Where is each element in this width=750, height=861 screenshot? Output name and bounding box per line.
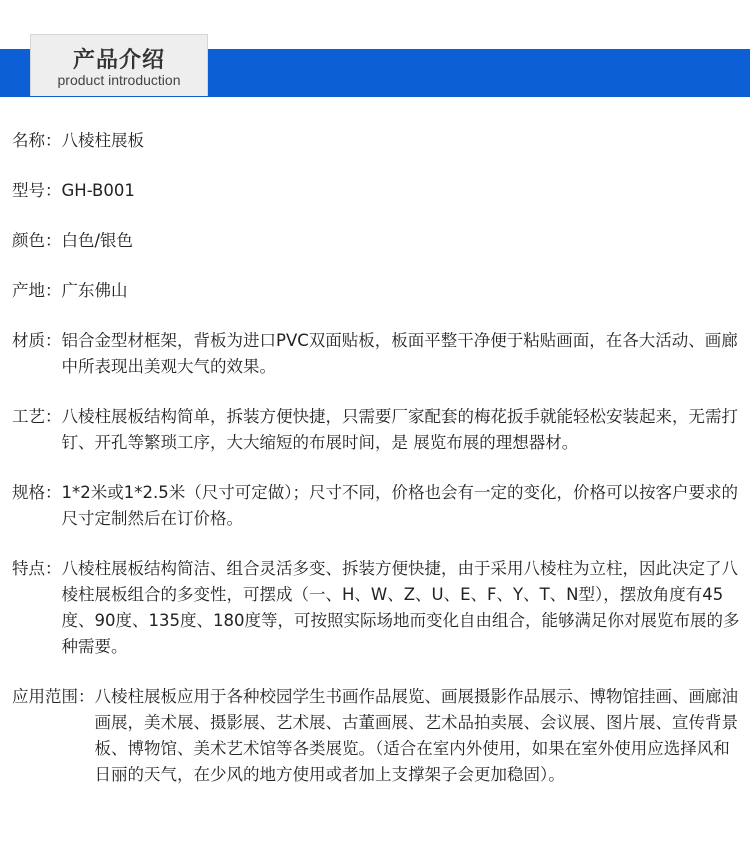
entry-value: 广东佛山 bbox=[61, 281, 128, 300]
entry-value: GH-B001 bbox=[61, 181, 135, 200]
entry-value: 白色/银色 bbox=[61, 231, 134, 250]
entry-label: 规格： bbox=[12, 483, 62, 502]
entry-features bbox=[12, 556, 740, 660]
entry-value: 1*2米或1*2.5米（尺寸可定做）；尺寸不同，价格也会有一定的变化，价格可以按客户要求的尺寸定制然后在订价格。 bbox=[61, 483, 738, 528]
entry-value: 八棱柱展板应用于各种校园学生书画作品展览、画展摄影作品展示、博物馆挂画、画廊油画展，美术展、摄影展、艺术展、古董画展、艺术品拍卖展、会议展、图片展、宣传背景板、博物馆、美术艺术馆等各类展览。（适合在室内外使用，如果在室外使用应选择风和日丽的天气，在少风的地方使用或者加上支撑架子会更加稳固）。 bbox=[94, 687, 738, 784]
entry-label: 特点： bbox=[12, 559, 62, 578]
entry-material bbox=[12, 328, 740, 380]
entry-label: 颜色： bbox=[12, 231, 62, 250]
entry-value: 铝合金型材框架，背板为进口PVC双面贴板，板面平整干净便于粘贴画面，在各大活动、画廊中所表现出美观大气的效果。 bbox=[61, 331, 738, 376]
entry-origin bbox=[12, 278, 740, 304]
entry-value: 八棱柱展板结构简单，拆装方便快捷，只需要厂家配套的梅花扳手就能轻松安装起来，无需打钉、开孔等繁琐工序，大大缩短的布展时间，是 展览布展的理想器材。 bbox=[61, 407, 738, 452]
entry-label: 名称： bbox=[12, 131, 62, 150]
entry-label: 产地： bbox=[12, 281, 62, 300]
entry-label: 型号： bbox=[12, 181, 62, 200]
section-title: 产品介绍 bbox=[72, 48, 165, 73]
entry-model bbox=[12, 178, 740, 204]
entry-spec bbox=[12, 480, 740, 532]
section-tab bbox=[30, 34, 208, 96]
product-info bbox=[12, 128, 740, 812]
entry-application bbox=[12, 684, 740, 788]
entry-color bbox=[12, 228, 740, 254]
entry-value: 八棱柱展板 bbox=[61, 131, 144, 150]
entry-label: 工艺： bbox=[12, 407, 62, 426]
entry-label: 应用范围： bbox=[12, 687, 95, 706]
entry-value: 八棱柱展板结构简洁、组合灵活多变、拆装方便快捷，由于采用八棱柱为立柱，因此决定了八棱柱展板组合的多变性，可摆成（一、H、W、Z、U、E、F、Y、T、N型），摆放角度有45度、90度、135度、180度等，可按照实际场地而变化自由组合，能够满足你对展览布展的多种需要。 bbox=[61, 559, 740, 656]
section-subtitle: product introduction bbox=[57, 72, 181, 88]
entry-name bbox=[12, 128, 740, 154]
entry-label: 材质： bbox=[12, 331, 62, 350]
entry-craft bbox=[12, 404, 740, 456]
